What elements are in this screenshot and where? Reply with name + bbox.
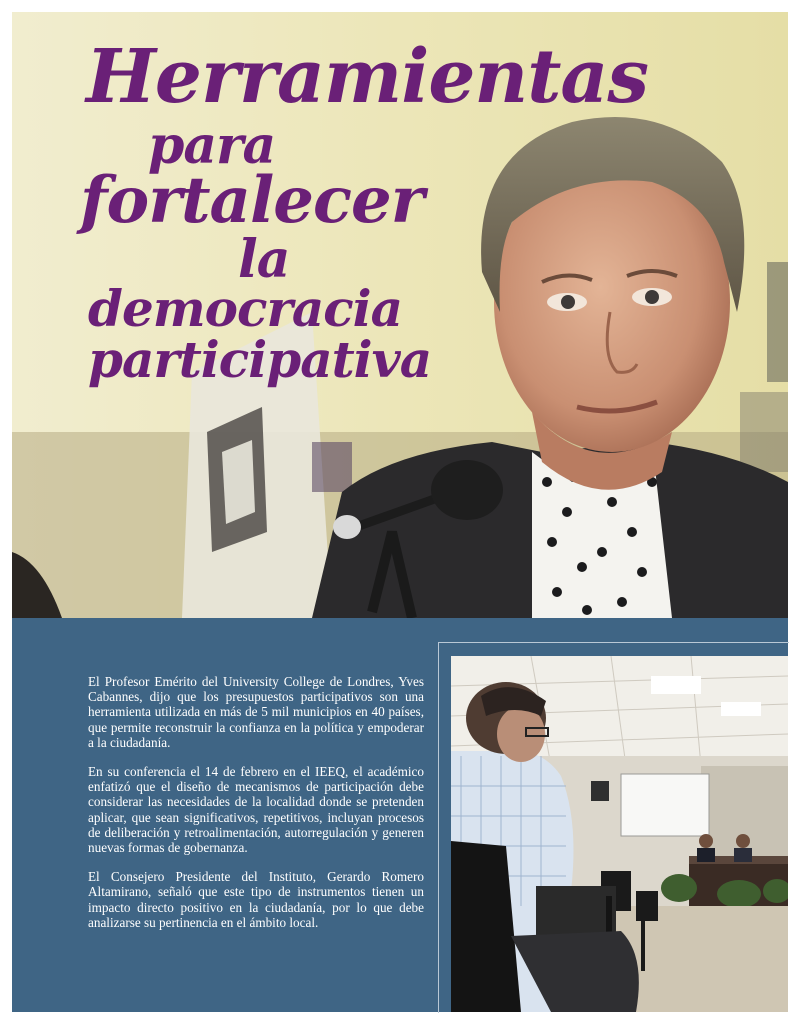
headline-line-1: Herramientas: [86, 34, 649, 120]
conference-photo: [451, 656, 788, 1012]
headline-line-3: fortalecer: [80, 163, 424, 238]
headline: [12, 12, 788, 432]
article-panel: [12, 618, 788, 1012]
article-body: [88, 674, 424, 944]
hero-photo: [12, 12, 788, 618]
paragraph-1: El Profesor Emérito del University College de Londres, Yves Cabannes, dijo que los presupuestos participativos son una herramienta utilizada en más de 5 mil municipios en 40 países, que permite reconstruir la confianza en la política y empoderar a la ciudadanía.: [88, 674, 424, 750]
paragraph-3: El Consejero Presidente del Instituto, Gerardo Romero Altamirano, señaló que este tipo de instrumentos tienen un impacto directo positivo en la ciudadanía, por lo que debe analizarse su pertinencia en el ámbito local.: [88, 869, 424, 930]
headline-line-2: para: [148, 115, 276, 176]
headline-line-5: democracia: [88, 279, 403, 338]
headline-line-6: participativa: [88, 330, 432, 389]
headline-line-4: la: [238, 229, 290, 290]
paragraph-2: En su conferencia el 14 de febrero en el IEEQ, el académico enfatizó que el diseño de mecanismos de participación debe considerar las necesidades de la localidad donde se pretenden aplicar, que sean significativos, repetitivos, incluyan procesos de deliberación y retroalimentación, autorregulación y generen nuevas formas de gobernanza.: [88, 764, 424, 856]
conference-room-illustration: [451, 656, 788, 1012]
